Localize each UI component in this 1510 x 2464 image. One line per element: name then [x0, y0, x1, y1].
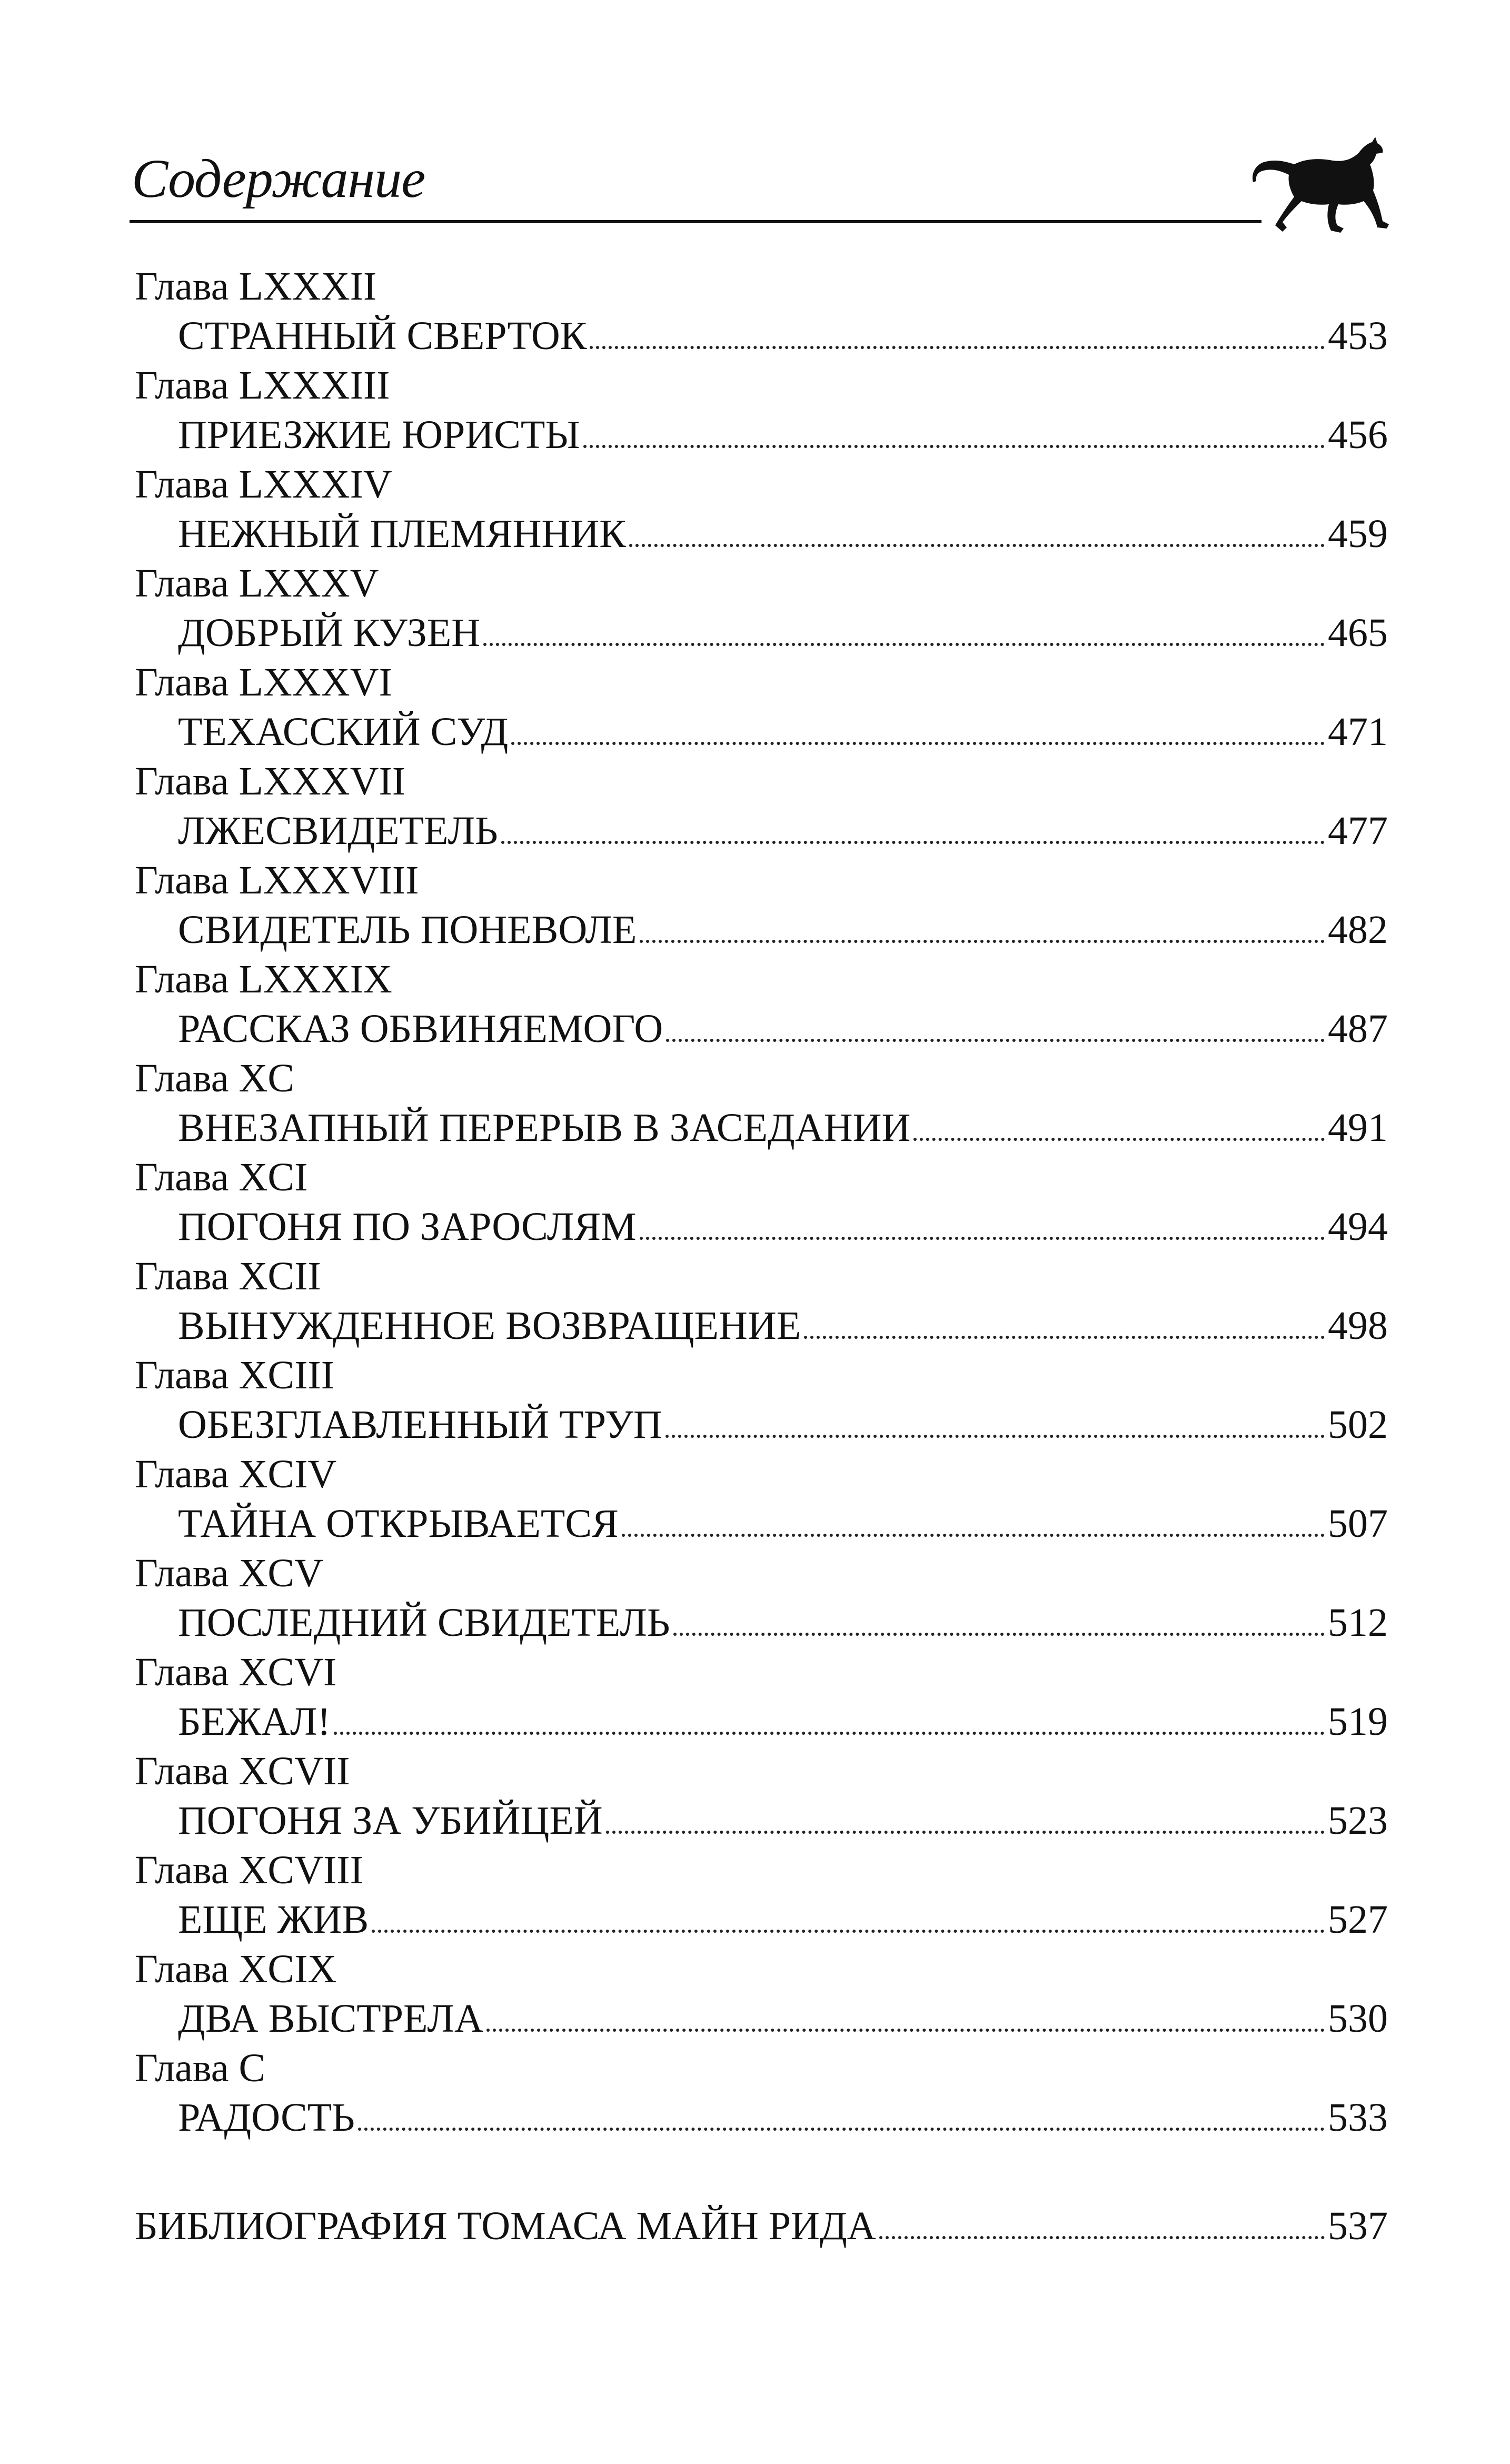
chapter-title: ТЕХАССКИЙ СУД [178, 710, 509, 754]
dot-leader [590, 346, 1325, 349]
page-number: 533 [1328, 2095, 1388, 2140]
chapter-title: НЕЖНЫЙ ПЛЕМЯННИК [178, 512, 626, 556]
dot-leader [913, 1138, 1325, 1141]
toc-entry[interactable] [135, 852, 1388, 951]
dot-leader [372, 1930, 1325, 1933]
dot-leader [665, 1435, 1325, 1438]
toc-entry[interactable] [135, 555, 1388, 654]
chapter-title: ОБЕЗГЛАВЛЕННЫЙ ТРУП [178, 1403, 662, 1447]
toc-entry[interactable] [135, 654, 1388, 753]
chapter-label: Глава XC [135, 1056, 295, 1100]
dot-leader [640, 940, 1325, 943]
bibliography-page: 537 [1328, 2204, 1388, 2248]
chapter-label: Глава XCV [135, 1551, 323, 1595]
chapter-title-row [178, 1993, 1388, 2044]
chapter-title: ПРИЕЗЖИЕ ЮРИСТЫ [178, 413, 580, 457]
chapter-label: Глава LXXXV [135, 561, 379, 605]
toc-entry[interactable] [135, 1941, 1388, 2040]
toc-entry[interactable] [135, 456, 1388, 555]
chapter-label: Глава XCIV [135, 1452, 337, 1496]
dot-leader [629, 544, 1325, 547]
dot-leader [511, 742, 1325, 745]
toc-entry[interactable] [135, 753, 1388, 852]
page-number: 527 [1328, 1897, 1388, 1942]
chapter-label: Глава XCVI [135, 1650, 337, 1694]
dot-leader [640, 1237, 1325, 1240]
page-number: 507 [1328, 1502, 1388, 1546]
chapter-title-row [178, 806, 1388, 856]
chapter-title-row [178, 1894, 1388, 1945]
toc-entry[interactable] [135, 1545, 1388, 1644]
toc-entry[interactable] [135, 258, 1388, 357]
page-number: 498 [1328, 1304, 1388, 1348]
chapter-title-row [178, 608, 1388, 658]
dot-leader [879, 2236, 1325, 2239]
chapter-title-row [178, 905, 1388, 955]
chapter-title: ЕЩЕ ЖИВ [178, 1897, 369, 1942]
toc-entry[interactable] [135, 357, 1388, 456]
chapter-title-row [178, 2092, 1388, 2143]
header-rule [130, 220, 1261, 223]
page-number: 530 [1328, 1996, 1388, 2041]
chapter-title: СВИДЕТЕЛЬ ПОНЕВОЛЕ [178, 908, 637, 952]
bibliography-entry[interactable] [135, 2201, 1388, 2251]
chapter-title-row [178, 1102, 1388, 1153]
chapter-label: Глава LXXXVII [135, 759, 406, 803]
chapter-title-row [178, 1498, 1388, 1549]
page-number: 459 [1328, 512, 1388, 556]
dot-leader [486, 2029, 1325, 2032]
chapter-label: Глава XCII [135, 1254, 321, 1298]
toc-entry[interactable] [135, 1347, 1388, 1446]
toc-entry[interactable] [135, 1149, 1388, 1248]
chapter-title-row [178, 1399, 1388, 1450]
table-of-contents [135, 258, 1388, 2139]
dot-leader [358, 2128, 1325, 2131]
chapter-label: Глава LXXXIII [135, 363, 390, 408]
toc-entry[interactable] [135, 1644, 1388, 1743]
chapter-label: Глава XCIX [135, 1947, 337, 1991]
chapter-label: Глава XCI [135, 1155, 308, 1199]
dot-leader [501, 841, 1325, 844]
chapter-label: Глава LXXXIX [135, 957, 392, 1001]
page-number: 491 [1328, 1106, 1388, 1150]
toc-entry[interactable] [135, 1248, 1388, 1347]
page-number: 465 [1328, 611, 1388, 655]
page-number: 502 [1328, 1403, 1388, 1447]
chapter-title: ДОБРЫЙ КУЗЕН [178, 611, 481, 655]
chapter-title-row [178, 1300, 1388, 1351]
toc-entry[interactable] [135, 1050, 1388, 1149]
dot-leader [673, 1633, 1325, 1636]
chapter-title-row [178, 1795, 1388, 1846]
toc-entry[interactable] [135, 1842, 1388, 1941]
page-number: 487 [1328, 1007, 1388, 1051]
chapter-title: БЕЖАЛ! [178, 1700, 331, 1744]
toc-entry[interactable] [135, 1743, 1388, 1842]
chapter-title: ЛЖЕСВИДЕТЕЛЬ [178, 809, 498, 853]
chapter-title: РАДОСТЬ [178, 2095, 355, 2140]
dot-leader [622, 1534, 1325, 1537]
page-number: 512 [1328, 1601, 1388, 1645]
page-number: 519 [1328, 1700, 1388, 1744]
toc-entry[interactable] [135, 951, 1388, 1050]
chapter-title: ПОГОНЯ ПО ЗАРОСЛЯМ [178, 1205, 637, 1249]
chapter-title: ДВА ВЫСТРЕЛА [178, 1996, 483, 2041]
page-header [130, 132, 1393, 237]
bibliography-title: БИБЛИОГРАФИЯ ТОМАСА МАЙН РИДА [135, 2204, 876, 2248]
chapter-title: ВЫНУЖДЕННОЕ ВОЗВРАЩЕНИЕ [178, 1304, 801, 1348]
chapter-title-row [178, 509, 1388, 559]
page-title: Содержание [132, 148, 425, 209]
chapter-label: Глава LXXXVI [135, 660, 392, 704]
chapter-title-row [178, 1696, 1388, 1747]
chapter-title: ТАЙНА ОТКРЫВАЕТСЯ [178, 1502, 619, 1546]
chapter-title-row [178, 311, 1388, 361]
page-number: 523 [1328, 1799, 1388, 1843]
dot-leader [334, 1732, 1325, 1735]
dot-leader [666, 1039, 1325, 1042]
chapter-label: Глава XCVII [135, 1749, 350, 1793]
chapter-label: Глава C [135, 2046, 266, 2090]
chapter-title: СТРАННЫЙ СВЕРТОК [178, 314, 587, 358]
page-number: 453 [1328, 314, 1388, 358]
chapter-label: Глава LXXXVIII [135, 858, 419, 902]
page-number: 494 [1328, 1205, 1388, 1249]
chapter-label: Глава XCIII [135, 1353, 334, 1397]
chapter-label: Глава XCVIII [135, 1848, 363, 1892]
page-number: 471 [1328, 710, 1388, 754]
toc-entry[interactable] [135, 2040, 1388, 2139]
chapter-title: ВНЕЗАПНЫЙ ПЕРЕРЫВ В ЗАСЕДАНИИ [178, 1106, 911, 1150]
chapter-title-row [178, 410, 1388, 460]
toc-entry[interactable] [135, 1446, 1388, 1545]
chapter-title: ПОСЛЕДНИЙ СВИДЕТЕЛЬ [178, 1601, 670, 1645]
chapter-title: ПОГОНЯ ЗА УБИЙЦЕЙ [178, 1799, 603, 1843]
chapter-label: Глава LXXXII [135, 264, 377, 309]
chapter-title-row [178, 707, 1388, 757]
dot-leader [804, 1336, 1325, 1339]
chapter-title-row [178, 1004, 1388, 1054]
page-number: 456 [1328, 413, 1388, 457]
dot-leader [606, 1831, 1325, 1834]
dot-leader [583, 445, 1325, 448]
horse-icon [1251, 132, 1393, 237]
chapter-label: Глава LXXXIV [135, 462, 392, 506]
chapter-title-row [178, 1597, 1388, 1648]
page-number: 482 [1328, 908, 1388, 952]
page-number: 477 [1328, 809, 1388, 853]
chapter-title-row [178, 1201, 1388, 1252]
dot-leader [483, 643, 1325, 646]
chapter-title: РАССКАЗ ОБВИНЯЕМОГО [178, 1007, 663, 1051]
